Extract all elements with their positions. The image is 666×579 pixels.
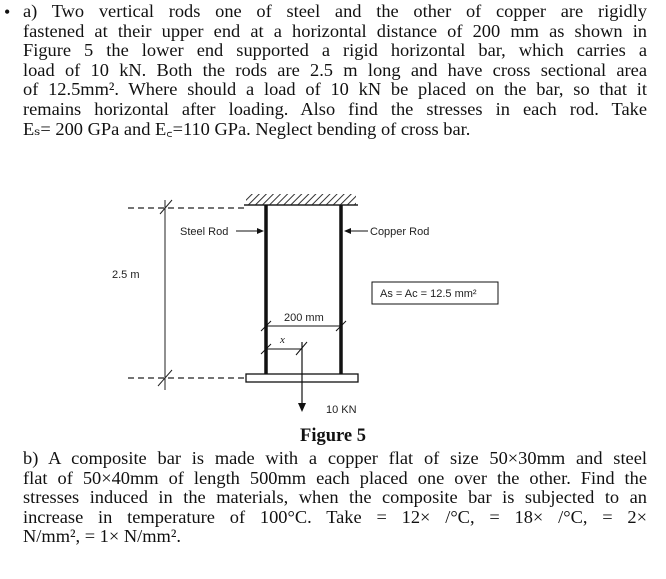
copper-rod-arrowhead	[344, 228, 351, 234]
part-b-line: flat of 50×40mm of length 500mm each placed one over the other. Find the	[23, 467, 647, 488]
bullet-marker: •	[4, 2, 11, 22]
spacing-label: 200 mm	[284, 312, 324, 324]
steel-rod-label: Steel Rod	[180, 226, 229, 238]
length-tick-top	[160, 200, 172, 214]
part-b-line: b) A composite bar is made with a copper flat of size 50×30mm and steel	[23, 448, 647, 468]
figure-caption: Figure 5	[300, 426, 366, 446]
part-a-line: load of 10 kN. Both the rods are 2.5 m long and have cross sectional area	[23, 59, 647, 80]
load-arrowhead	[298, 403, 306, 412]
part-b-paragraph	[23, 449, 647, 547]
steel-rod-arrowhead	[257, 228, 264, 234]
x-label: x	[280, 334, 285, 346]
copper-rod-label: Copper Rod	[370, 226, 430, 238]
area-label: As = Ac = 12.5 mm²	[380, 288, 477, 300]
length-label: 2.5 m	[112, 269, 140, 281]
part-b-line: N/mm², = 1× N/mm².	[23, 526, 181, 547]
part-a-line: remains horizontal after loading. Also find the stresses in each rod. Take	[23, 98, 647, 119]
ceiling-support	[246, 194, 356, 205]
load-label: 10 KN	[326, 404, 357, 416]
part-a-line: fastened at their upper end at a horizontal distance of 200 mm as shown in	[23, 20, 647, 41]
part-a-line: Figure 5 the lower end supported a rigid horizontal bar, which carries a	[23, 40, 647, 61]
part-a-line: a) Two vertical rods one of steel and the other of copper are rigidly	[23, 1, 647, 21]
part-a-line: Eₛ= 200 GPa and E꜀=110 GPa. Neglect bending of cross bar.	[23, 118, 471, 139]
part-b-line: increase in temperature of 100°C. Take = 12× /°C, = 18× /°C, = 2×	[23, 506, 647, 527]
part-a-line: of 12.5mm². Where should a load of 10 kN be placed on the bar, so that it	[23, 79, 647, 100]
part-b-line: stresses induced in the materials, when the composite bar is subjected to an	[23, 487, 647, 508]
